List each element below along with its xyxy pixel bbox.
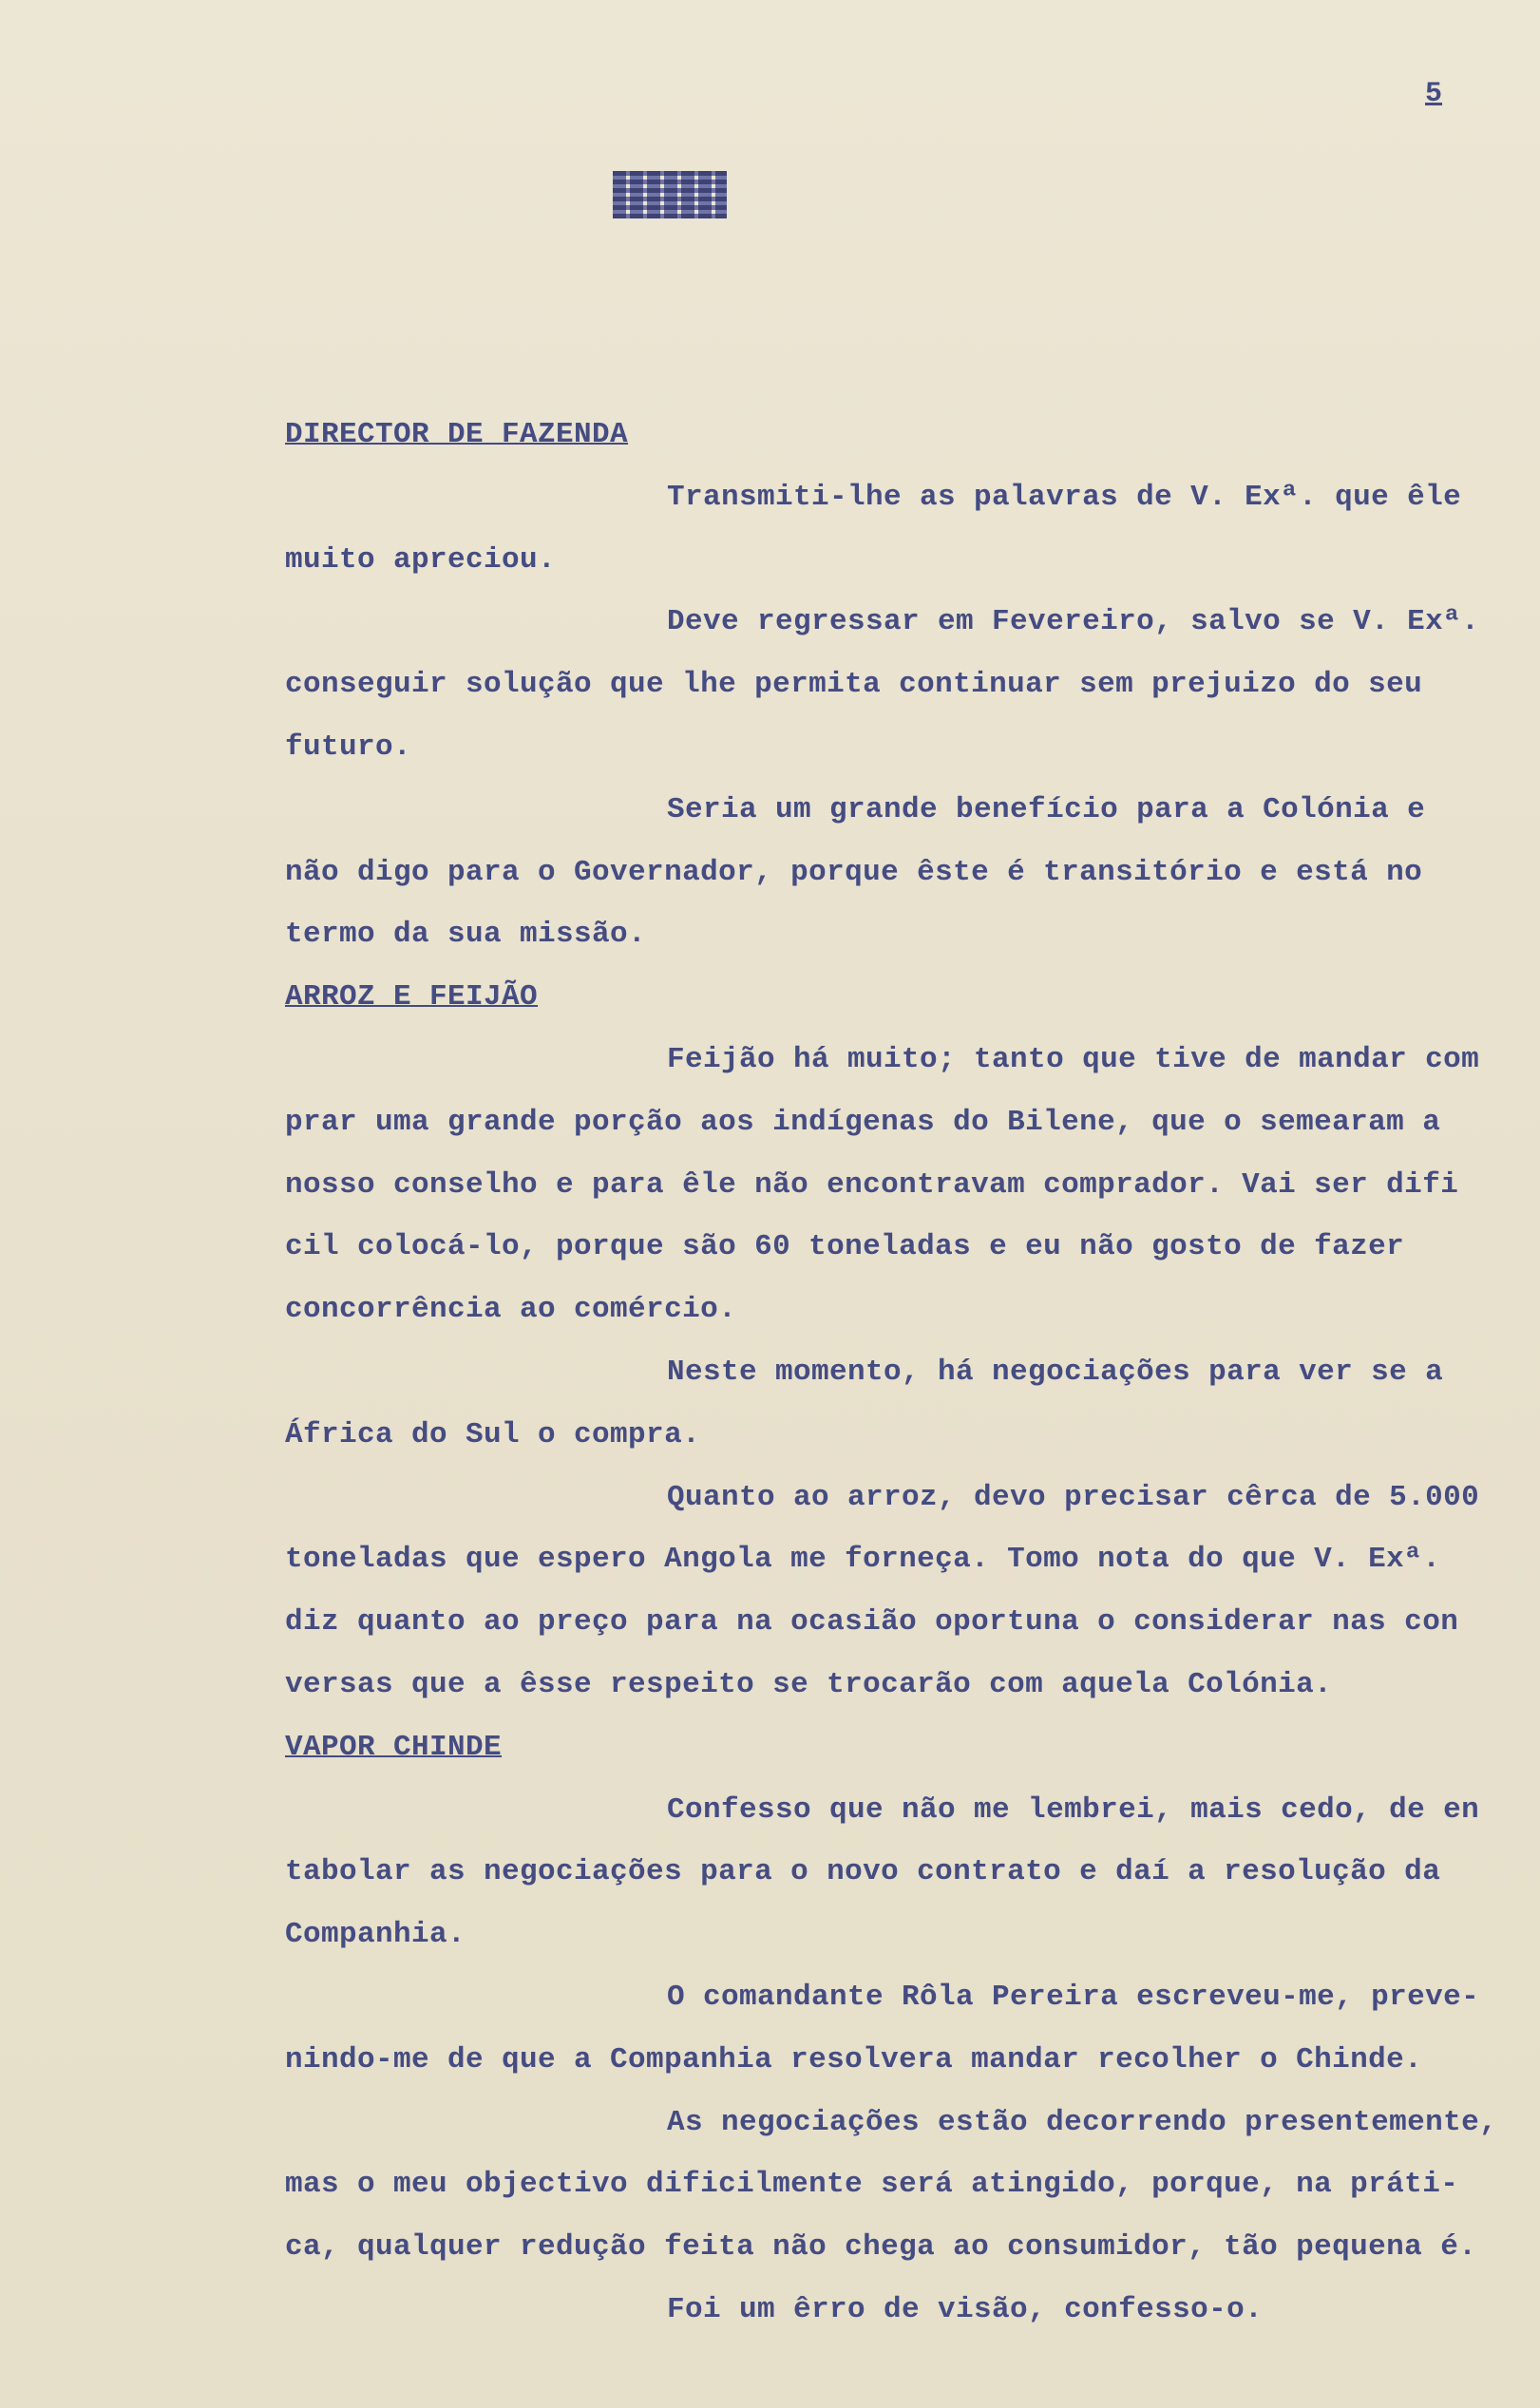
text-line: cil colocá-lo, porque são 60 toneladas e eu não gosto de fazer: [285, 1230, 1405, 1264]
paragraph: [285, 1341, 1525, 1467]
text-line: Quanto ao arroz, devo precisar cêrca de 5.000: [667, 1480, 1480, 1514]
paragraph: [285, 1029, 1525, 1341]
page-number: 5: [1425, 78, 1443, 110]
text-line: nindo-me de que a Companhia resolvera mandar recolher o Chinde.: [285, 2042, 1423, 2076]
text-line: termo da sua missão.: [285, 918, 647, 952]
section-heading: ARROZ E FEIJÃO: [285, 980, 539, 1014]
paragraph: [285, 1467, 1525, 1716]
text-line: muito apreciou.: [285, 542, 557, 577]
text-line: África do Sul o compra.: [285, 1417, 701, 1451]
text-line: Deve regressar em Fevereiro, salvo se V. Exª.: [667, 605, 1480, 639]
section-heading: DIRECTOR DE FAZENDA: [285, 418, 629, 451]
paragraph: [285, 1966, 1525, 2092]
text-line: ca, qualquer redução feita não chega ao consumidor, tão pequena é.: [285, 2230, 1477, 2265]
text-line: Seria um grande benefício para a Colónia e: [667, 792, 1426, 826]
text-line: conseguir solução que lhe permita continuar sem prejuizo do seu: [285, 668, 1423, 702]
document-body: [285, 404, 1525, 2342]
text-line: O comandante Rôla Pereira escreveu-me, preve-: [667, 1980, 1480, 2014]
text-line: Companhia.: [285, 1918, 466, 1952]
paragraph: [285, 2279, 1525, 2342]
text-line: nosso conselho e para êle não encontravam comprador. Vai ser difi: [285, 1167, 1459, 1202]
text-line: toneladas que espero Angola me forneça. Tomo nota do que V. Exª.: [285, 1543, 1441, 1577]
paragraph: [285, 466, 1525, 592]
text-line: Confesso que não me lembrei, mais cedo, de en: [667, 1792, 1480, 1827]
struck-out-mark: [613, 171, 727, 218]
text-line: futuro.: [285, 730, 412, 764]
text-line: tabolar as negociações para o novo contrato e daí a resolução da: [285, 1855, 1441, 1889]
text-line: Foi um êrro de visão, confesso-o.: [667, 2292, 1264, 2326]
text-line: Neste momento, há negociações para ver se a: [667, 1355, 1444, 1389]
text-line: versas que a êsse respeito se trocarão com aquela Colónia.: [285, 1667, 1333, 1701]
text-line: prar uma grande porção aos indígenas do Bilene, que o semearam a: [285, 1105, 1441, 1139]
text-line: não digo para o Governador, porque êste é transitório e está no: [285, 855, 1423, 889]
paragraph: [285, 591, 1525, 778]
paragraph: [285, 2092, 1525, 2279]
paragraph: [285, 779, 1525, 966]
text-line: concorrência ao comércio.: [285, 1293, 737, 1327]
text-line: Transmiti-lhe as palavras de V. Exª. que êle: [667, 480, 1462, 514]
paragraph: [285, 1779, 1525, 1966]
text-line: diz quanto ao preço para na ocasião oportuna o considerar nas con: [285, 1605, 1459, 1640]
text-line: mas o meu objectivo dificilmente será atingido, porque, na práti-: [285, 2168, 1459, 2202]
text-line: As negociações estão decorrendo presentemente,: [667, 2105, 1498, 2139]
text-line: Feijão há muito; tanto que tive de mandar com: [667, 1042, 1480, 1076]
section-heading: VAPOR CHINDE: [285, 1730, 503, 1764]
